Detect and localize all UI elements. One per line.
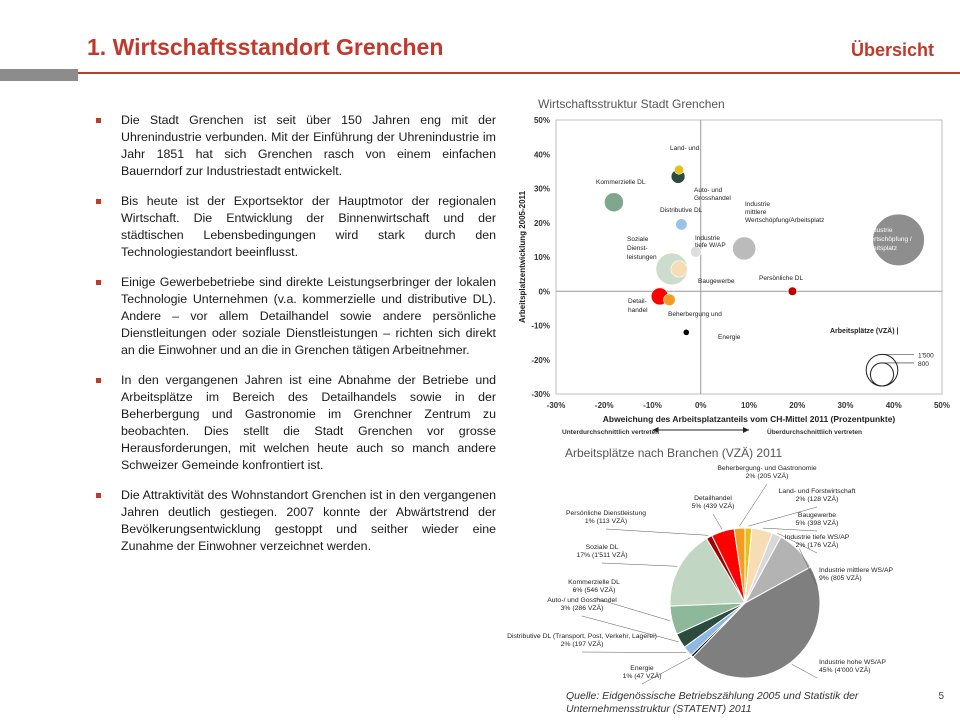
size-legend-value: 1'500 [918, 352, 934, 360]
bubble-label: Energie [718, 334, 741, 341]
bubble-label: Industrie [695, 235, 720, 242]
pie-slice-label: Distributive DL (Transport, Post, Verkehr, Lagerei) [507, 633, 657, 640]
size-legend-title: Arbeitsplätze (VZÄ) | [830, 328, 899, 335]
y-tick-label: 40% [533, 150, 550, 160]
pie-slice-value: 9% (805 VZÄ) [819, 575, 862, 582]
pie-slice-value: 2% (128 VZÄ) [795, 496, 839, 503]
bubble [664, 294, 676, 306]
pie-slice-label: Industrie mittlere WS/AP [819, 567, 894, 574]
pie-leader-line [792, 664, 817, 678]
bullet-text: Die Stadt Grenchen ist seit über 150 Jahren eng mit der Uhrenindustrie verbunden. Mit der Einführung der Uhrenindustrie im Jahr 1851 hat sich Grenchen rasch von einem einfachen Bauerndorf zur Industriestadt entwickelt. [121, 113, 496, 178]
pie-slice-label: Soziale DL [585, 544, 619, 551]
bullet-text: Bis heute ist der Exportsektor der Hauptmotor der regionalen Wirtschaft. Die Entwicklung der Binnenwirtschaft und der städtischen Lebensbedingungen wird stark durch den Technologiestandort beeinflusst. [121, 194, 496, 259]
pie-slice-value: 2% (176 VZÄ) [795, 542, 839, 549]
pie-slice-value: 1% (47 VZÄ) [622, 673, 662, 680]
bubble-label: Land- und [670, 145, 700, 152]
bubble-label: Kommerzielle DL [596, 179, 646, 186]
pie-slice-value: 6% (546 VZÄ) [572, 587, 616, 594]
x-tick-label: 0% [694, 401, 707, 410]
bubble-chart [512, 110, 952, 445]
size-legend-circle [870, 363, 893, 386]
bullet-text: Die Attraktivität des Wohnstandort Grenchen ist in den vergangenen Jahren deutlich gestiegen. 2007 konnte der Abwärtstrend der Bevölkerungsentwicklung gestoppt und seither wieder eine Zunahme der Einwohner verzeichnet werden. [121, 488, 496, 553]
bullet-marker [96, 378, 101, 383]
pie-leader-line [739, 484, 767, 526]
pie-slice-label: Industrie tiefe WS/AP [784, 534, 850, 541]
bubble-label: Arbeitsplatz [863, 245, 897, 252]
bullet-list [94, 112, 496, 568]
bubble [788, 287, 797, 296]
bubble-label: tiefe W/AP [695, 242, 726, 249]
x-tick-label: 20% [789, 401, 806, 410]
bubble-label: Grosshandel [694, 195, 731, 202]
y-tick-label: -30% [531, 390, 550, 399]
bullet-marker [96, 493, 101, 498]
bullet-marker [96, 199, 101, 204]
pie-chart [507, 460, 950, 688]
y-tick-label: -20% [531, 355, 550, 365]
x-tick-label: -20% [594, 401, 614, 410]
pie-slice-label: Beherbergung- und Gastronomie [717, 465, 817, 472]
pie-slice-label: Persönliche Dienstleistung [565, 510, 647, 517]
bubble-label: Wertschöpfung/Arbeitsplatz [745, 217, 825, 224]
bullet-marker [96, 118, 101, 123]
y-axis-label: Arbeitsplatzentwicklung 2005-2011 [518, 190, 527, 324]
pie-slice-value: 1% (113 VZÄ) [584, 518, 628, 525]
bubble-label: Distributive DL [660, 207, 703, 214]
pie-slice-label: Auto-/ und Gosshandel [547, 597, 617, 604]
x-tick-label: 30% [837, 401, 854, 410]
pie-leader-line [582, 652, 686, 653]
pie-slice-label: Land- und Forstwirtschaft [778, 488, 856, 495]
bullet-item [94, 112, 496, 180]
pie-leader-line [594, 598, 670, 621]
arrow-left-label: Unterdurchschnittlich vertreten [562, 429, 660, 436]
pie-leader-line [763, 528, 817, 531]
bubble [683, 330, 689, 336]
x-tick-label: -10% [643, 401, 662, 410]
pie-slice-value: 3% (286 VZÄ) [560, 605, 604, 612]
bubble-label: Industrie [745, 201, 770, 208]
bubble-label: Dienst- [627, 245, 648, 252]
pie-slice-value: 2% (197 VZÄ) [560, 641, 604, 648]
x-tick-label: 50% [933, 401, 951, 410]
pie-leader-line [606, 529, 708, 535]
pie-slice-value: 2% (205 VZÄ) [745, 473, 789, 480]
pie-slice-value: 17% (1'511 VZÄ) [576, 552, 628, 559]
bubble [676, 219, 687, 230]
arrow-right-head [743, 427, 749, 433]
pie-leader-line [713, 514, 722, 529]
pie-slice-label: Detailhandel [694, 495, 732, 502]
size-legend-value: 800 [918, 360, 929, 368]
x-tick-label: 10% [740, 401, 758, 410]
y-tick-label: 10% [533, 253, 550, 262]
bullet-item [94, 372, 496, 474]
bullet-item [94, 487, 496, 555]
pie-slice-label: Kommerzielle DL [568, 579, 620, 586]
bubble [733, 237, 756, 260]
arrow-right-label: Überdurchschnittlich vertreten [767, 429, 862, 436]
pie-slice-value: 45% (4'000 VZÄ) [819, 667, 871, 674]
page-title: 1. Wirtschaftsstandort Grenchen [87, 34, 444, 60]
bullet-item [94, 193, 496, 261]
pie-slice-label: Energie [630, 665, 654, 672]
bubble-label: mittlere [745, 209, 767, 216]
bubble-label: leistungen [627, 254, 657, 261]
y-tick-label: 20% [533, 218, 550, 228]
header-rule-red [78, 72, 960, 74]
pie-slice-label: Industrie hohe WS/AP [819, 659, 886, 666]
x-axis-label: Abweichung des Arbeitsplatzanteils vom CH-Mittel 2011 (Prozentpunkte) [602, 414, 896, 424]
bubble-label: Industrie [867, 227, 893, 234]
y-tick-label: 30% [533, 184, 550, 194]
pie-chart-caption: Arbeitsplätze nach Branchen (VZÄ) 2011 [565, 446, 783, 460]
pie-slice-value: 5% (439 VZÄ) [691, 503, 735, 510]
header-rule-gray [0, 69, 78, 81]
x-tick-label: 40% [885, 401, 902, 410]
bullet-item [94, 274, 496, 359]
pie-slice-label: Baugewerbe [797, 512, 837, 519]
section-label: Übersicht [850, 40, 934, 60]
bubble-label: Auto- und [694, 187, 723, 194]
bubble-label: hohe Wertschöpfung / [848, 236, 912, 243]
source-note: Quelle: Eidgenössische Betriebszählung 2005 und Statistik der Unternehmensstruktur (STATENT) 2011 [566, 690, 859, 715]
x-tick-label: -30% [546, 401, 566, 410]
bullet-marker [96, 280, 101, 285]
y-tick-label: 0% [538, 287, 550, 297]
bullet-text: In den vergangenen Jahren ist eine Abnahme der Betriebe und Arbeitsplätze im Bereich des Detailhandels sowie in der Beherbergung und Gastronomie im Grenchner Zentrum zu beobachten. Dies stellt die Stadt Grenchen vor grosse Herausforderungen, mit welchen heute auch so manch andere Schweizer Gemeinde konfrontiert ist. [121, 373, 496, 472]
y-tick-label: 50% [533, 116, 550, 125]
pie-slice-value: 5% (398 VZÄ) [795, 520, 839, 527]
pie-leader-line [602, 563, 677, 566]
bubble-label: Soziale [627, 236, 649, 243]
bubble-label: Detail- [628, 298, 647, 305]
bubble [671, 261, 687, 277]
bubble [604, 193, 623, 212]
page-number: 5 [938, 691, 944, 702]
bubble-label: handel [628, 307, 648, 314]
bubble-label: Persönliche DL [759, 275, 804, 282]
y-tick-label: -10% [531, 321, 550, 331]
bubble [674, 165, 683, 174]
bubble-label: Baugewerbe [698, 278, 735, 285]
bubble-label: Beherbergung und [668, 311, 722, 318]
bubble-chart-caption: Wirtschaftsstruktur Stadt Grenchen [538, 97, 725, 111]
bullet-text: Einige Gewerbebetriebe sind direkte Leistungserbringer der lokalen Technologie Unternehmen (v.a. kommerzielle und distributive DL). Andere – vor allem Detailhandel sowie andere persönliche Dienstleitungen oder soziale Dienstleistungen – richten sich direkt an die Einwohner und an die in Grenchen tätigen Arbeitnehmer. [121, 275, 496, 357]
